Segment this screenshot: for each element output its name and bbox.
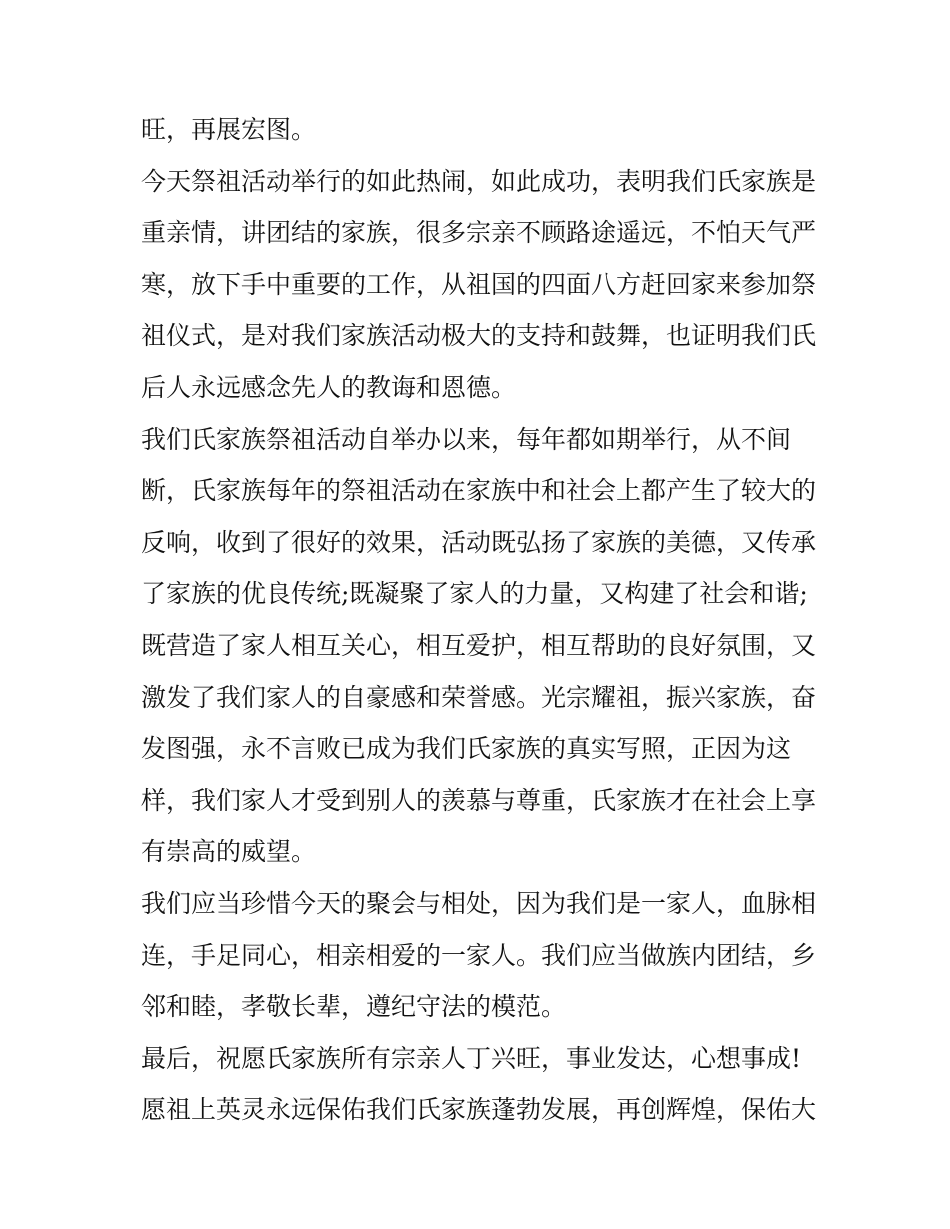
text-line: 反响，收到了很好的效果，活动既弘扬了家族的美德，又传承 [141,527,817,557]
text-line: 今天祭祖活动举行的如此热闹，如此成功，表明我们氏家族是 [141,166,817,196]
text-line: 邻和睦，孝敬长辈，遵纪守法的模范。 [141,992,567,1022]
text-line: 我们应当珍惜今天的聚会与相处，因为我们是一家人，血脉相 [141,888,817,918]
document-body [141,104,821,1136]
text-line: 了家族的优良传统;既凝聚了家人的力量，又构建了社会和谐; [141,579,808,609]
text-line: 发图强，永不言败已成为我们氏家族的真实写照，正因为这 [141,734,792,764]
text-line: 既营造了家人相互关心，相互爱护，相互帮助的良好氛围，又 [141,630,817,660]
text-line: 激发了我们家人的自豪感和荣誉感。光宗耀祖，振兴家族，奋 [141,682,817,712]
text-line: 最后，祝愿氏家族所有宗亲人丁兴旺，事业发达，心想事成! [141,1043,802,1073]
text-line: 重亲情，讲团结的家族，很多宗亲不顾路途遥远，不怕天气严 [141,218,817,248]
text-line: 愿祖上英灵永远保佑我们氏家族蓬勃发展，再创辉煌，保佑大 [141,1095,817,1125]
text-line: 旺，再展宏图。 [141,115,317,144]
text-line: 祖仪式，是对我们家族活动极大的支持和鼓舞，也证明我们氏 [141,321,817,351]
text-line: 后人永远感念先人的教诲和恩德。 [141,372,517,402]
text-line: 我们氏家族祭祖活动自举办以来，每年都如期举行，从不间 [141,424,792,454]
text-line: 连，手足同心，相亲相爱的一家人。我们应当做族内团结，乡 [141,940,817,970]
text-line: 样，我们家人才受到别人的羡慕与尊重，氏家族才在社会上享 [141,785,817,815]
text-line: 寒，放下手中重要的工作，从祖国的四面八方赶回家来参加祭 [141,269,817,299]
text-line: 断，氏家族每年的祭祖活动在家族中和社会上都产生了较大的 [141,476,817,506]
text-line: 有崇高的威望。 [141,837,317,867]
